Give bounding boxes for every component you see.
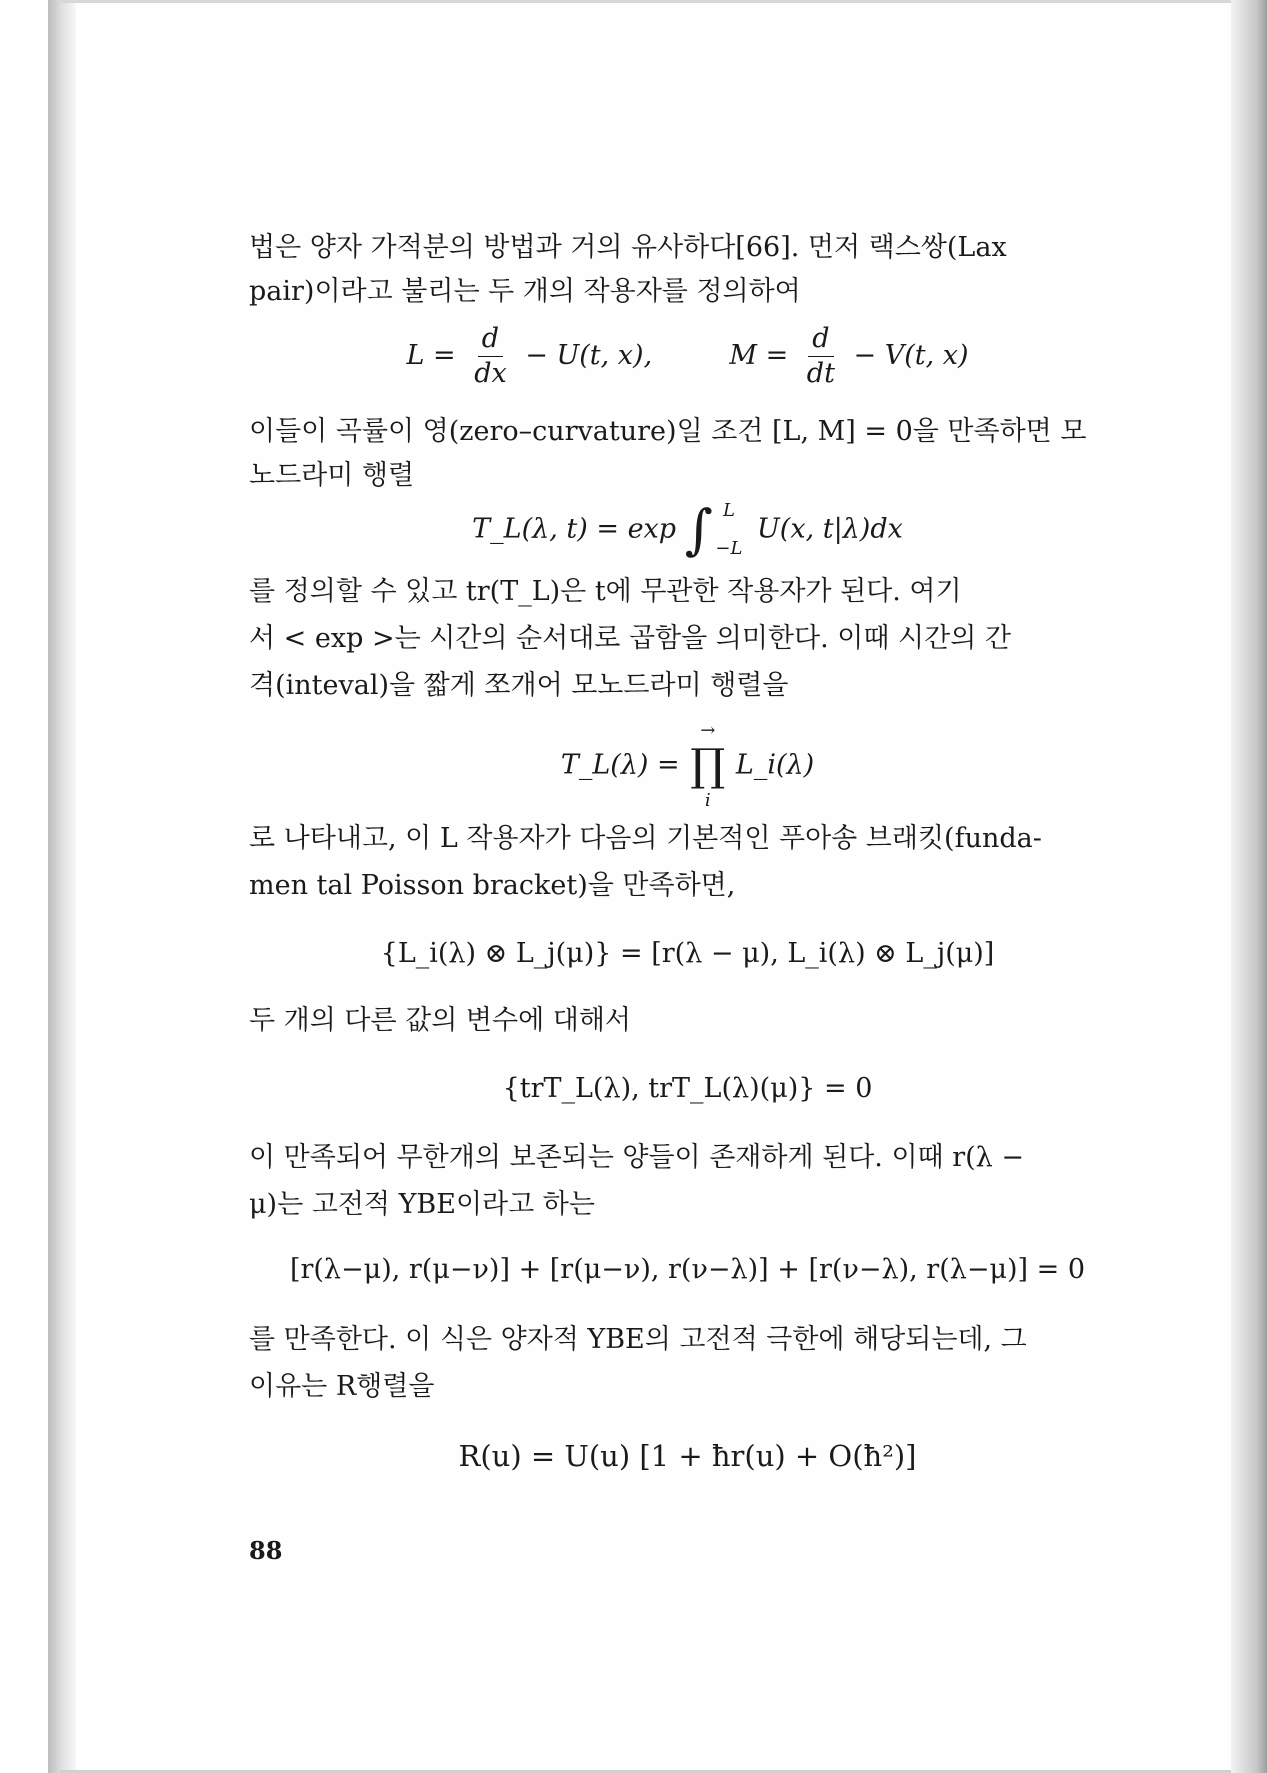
eq2-rhs: U(x, t|λ)dx — [757, 513, 903, 545]
text-line-1: 법은 양자 가적분의 방법과 거의 유사하다[66]. 먼저 랙스쌍(Lax — [249, 232, 1007, 263]
text-line-14: 이유는 R행렬을 — [249, 1371, 435, 1402]
text-line-9: men tal Poisson bracket)을 만족하면, — [249, 870, 736, 901]
text-line-13: 를 만족한다. 이 식은 양자적 YBE의 고전적 극한에 해당되는데, 그 — [249, 1324, 1027, 1355]
equation-monodromy — [249, 492, 1126, 572]
eq1-V: − V(t, x) — [853, 340, 969, 371]
eq2-limits: L −L — [715, 500, 743, 559]
page-number: 88 — [249, 1536, 283, 1565]
eq1-frac-dt: $\frac{d}{dt}$ — [806, 323, 835, 389]
page-right-shadow — [1231, 0, 1267, 1773]
eq1-L: L = — [406, 340, 456, 371]
equation-product — [249, 718, 1126, 811]
text-line-8: 로 나타내고, 이 L 작용자가 다음의 기본적인 푸아송 브래킷(funda- — [249, 823, 1042, 854]
text-line-11: 이 만족되어 무한개의 보존되는 양들이 존재하게 된다. 이때 r(λ − — [249, 1142, 1024, 1173]
equation-poisson-bracket: {L_i(λ) ⊗ L_j(μ)} = [r(λ − μ), L_i(λ) ⊗ L_j(μ)] — [380, 938, 995, 969]
text-line-5: 를 정의할 수 있고 tr(T_L)은 t에 무관한 작용자가 된다. 여기 — [249, 576, 962, 607]
eq1-frac-dx: $\frac{d}{dx}$ — [474, 323, 507, 389]
page-binding-shadow — [48, 0, 76, 1773]
text-line-10: 두 개의 다른 값의 변수에 대해서 — [249, 1005, 631, 1036]
equation-trace-commute: {trT_L(λ), trT_L(λ)(μ)} = 0 — [502, 1073, 873, 1104]
text-line-7: 격(inteval)을 짧게 쪼개어 모노드라미 행렬을 — [249, 670, 789, 701]
eq1-M: M = — [729, 340, 789, 371]
text-line-6: 서 < exp >는 시간의 순서대로 곱함을 의미한다. 이때 시간의 간 — [249, 623, 1011, 654]
equation-r-matrix: R(u) = U(u) [1 + ħr(u) + O(ħ²)] — [458, 1439, 917, 1473]
eq1-U: − U(t, x), — [525, 340, 653, 371]
equation-classical-ybe: [r(λ−μ), r(μ−ν)] + [r(μ−ν), r(ν−λ)] + [r(ν−λ), r(λ−μ)] = 0 — [289, 1254, 1086, 1285]
text-line-2: pair)이라고 불리는 두 개의 작용자를 정의하여 — [249, 276, 801, 307]
integral-sign: ∫ — [684, 498, 713, 561]
text-line-4: 노드라미 행렬 — [249, 460, 415, 491]
text-line-12: μ)는 고전적 YBE이라고 하는 — [249, 1189, 595, 1220]
text-line-3: 이들이 곡률이 영(zero–curvature)일 조건 [L, M] = 0을 만족하면 모 — [249, 416, 1087, 447]
product-sign: → ∏ i — [690, 720, 726, 811]
eq2-lhs: T_L(λ, t) = exp — [472, 513, 677, 545]
eq3-lhs: T_L(λ) = — [560, 749, 680, 781]
eq3-rhs: L_i(λ) — [735, 749, 815, 781]
equation-lax-pair — [249, 322, 1126, 391]
